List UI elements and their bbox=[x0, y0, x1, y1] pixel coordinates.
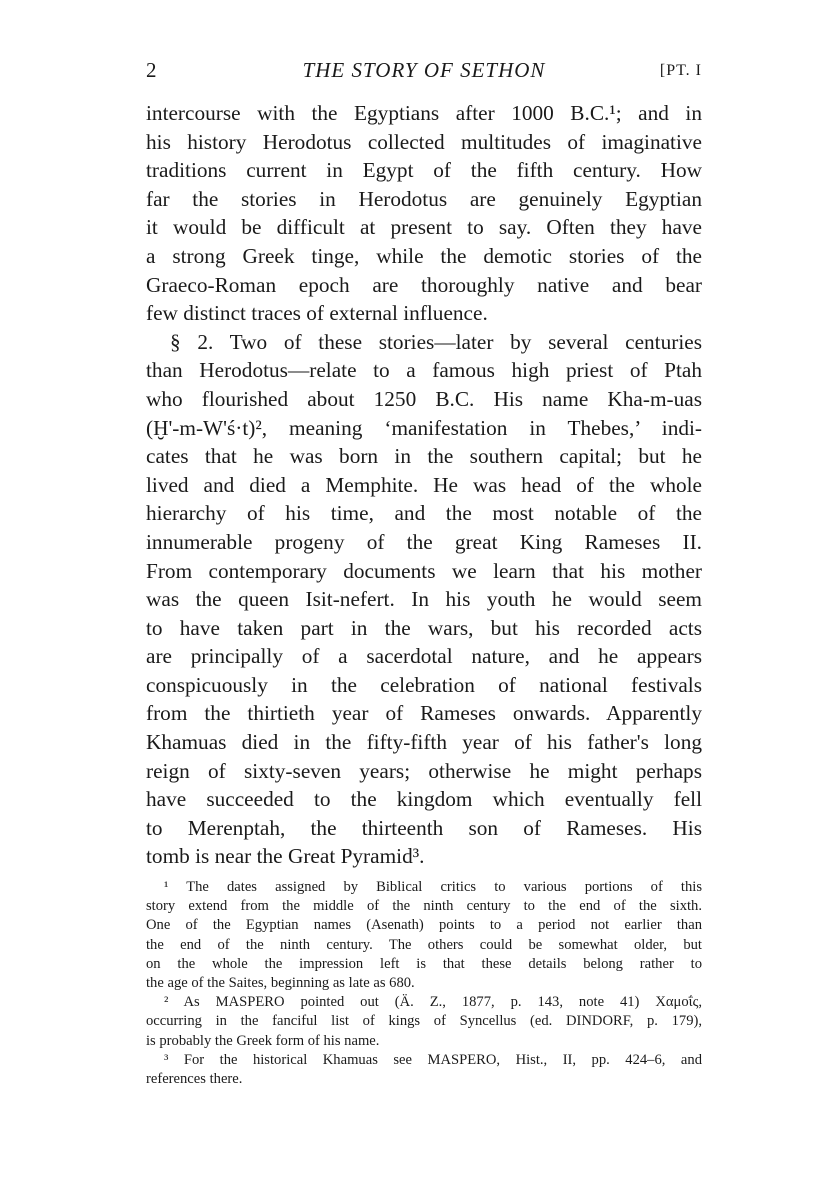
body-line: than Herodotus—relate to a famous high priest of Ptah bbox=[146, 358, 702, 383]
body-line: § 2. Two of these stories—later by several centuries bbox=[170, 329, 702, 354]
body-text bbox=[146, 99, 702, 871]
body-line: tomb is near the Great Pyramid³. bbox=[146, 844, 425, 869]
body-line: Graeco-Roman epoch are thoroughly native and bear bbox=[146, 272, 702, 297]
footnote-line: occurring in the fanciful list of kings of Syncellus (ed. DINDORF, p. 179), bbox=[146, 1013, 702, 1030]
body-line: traditions current in Egypt of the fifth century. How bbox=[146, 158, 702, 183]
body-line: intercourse with the Egyptians after 1000 B.C.¹; and in bbox=[146, 101, 702, 125]
body-line: was the queen Isit-nefert. In his youth he would seem bbox=[146, 587, 702, 612]
footnote-line: references there. bbox=[146, 1071, 243, 1088]
footnote-line: ² As MASPERO pointed out (Ä. Z., 1877, p. 143, note 41) Χαμοΐς, bbox=[164, 994, 702, 1011]
footnote-line: story extend from the middle of the ninth century to the end of the sixth. bbox=[146, 898, 702, 915]
body-line: his history Herodotus collected multitudes of imaginative bbox=[146, 129, 702, 154]
body-line: far the stories in Herodotus are genuinely Egyptian bbox=[146, 186, 702, 211]
body-line: to have taken part in the wars, but his recorded acts bbox=[146, 615, 702, 640]
body-line: a strong Greek tinge, while the demotic stories of the bbox=[146, 243, 702, 268]
body-line: conspicuously in the celebration of national festivals bbox=[146, 672, 702, 697]
body-line: few distinct traces of external influence. bbox=[146, 301, 488, 326]
body-line: innumerable progeny of the great King Rameses II. bbox=[146, 529, 702, 554]
footnote-line: One of the Egyptian names (Asenath) points to a period not earlier than bbox=[146, 917, 702, 934]
body-line: Khamuas died in the fifty-fifth year of his father's long bbox=[146, 730, 702, 755]
footnote-line: ¹ The dates assigned by Biblical critics to various portions of this bbox=[164, 879, 702, 896]
footnote-line: on the whole the impression left is that these details belong rather to bbox=[146, 955, 702, 972]
footnote-line: the end of the ninth century. The others could be somewhat older, but bbox=[146, 936, 702, 953]
running-title: THE STORY OF SETHON bbox=[302, 58, 546, 82]
body-line: from the thirtieth year of Rameses onwards. Apparently bbox=[146, 701, 702, 726]
footnote-line: the age of the Saites, beginning as late as 680. bbox=[146, 975, 415, 992]
body-line: lived and died a Memphite. He was head of the whole bbox=[146, 472, 702, 497]
footnotes bbox=[146, 878, 702, 1089]
body-line: (Ḫ'-m-W'ś·t)², meaning ‘manifestation in Thebes,’ indi- bbox=[146, 415, 702, 440]
page-number: 2 bbox=[146, 58, 157, 82]
body-line: it would be difficult at present to say. Often they have bbox=[146, 215, 702, 240]
running-head bbox=[146, 58, 702, 88]
body-line: reign of sixty-seven years; otherwise he might perhaps bbox=[146, 758, 702, 783]
body-line: have succeeded to the kingdom which eventually fell bbox=[146, 787, 702, 812]
body-line: are principally of a sacerdotal nature, and he appears bbox=[146, 644, 702, 669]
body-line: to Merenptah, the thirteenth son of Rameses. His bbox=[146, 815, 702, 840]
part-marker: [PT. I bbox=[659, 62, 702, 79]
body-line: cates that he was born in the southern capital; but he bbox=[146, 444, 702, 469]
body-line: hierarchy of his time, and the most notable of the bbox=[146, 501, 702, 526]
footnote-line: is probably the Greek form of his name. bbox=[146, 1032, 380, 1049]
book-page bbox=[146, 58, 702, 1089]
body-line: who flourished about 1250 B.C. His name Kha-m-uas bbox=[146, 386, 702, 411]
body-line: From contemporary documents we learn that his mother bbox=[146, 558, 702, 583]
footnote-line: ³ For the historical Khamuas see MASPERO, Hist., II, pp. 424–6, and bbox=[164, 1051, 702, 1068]
